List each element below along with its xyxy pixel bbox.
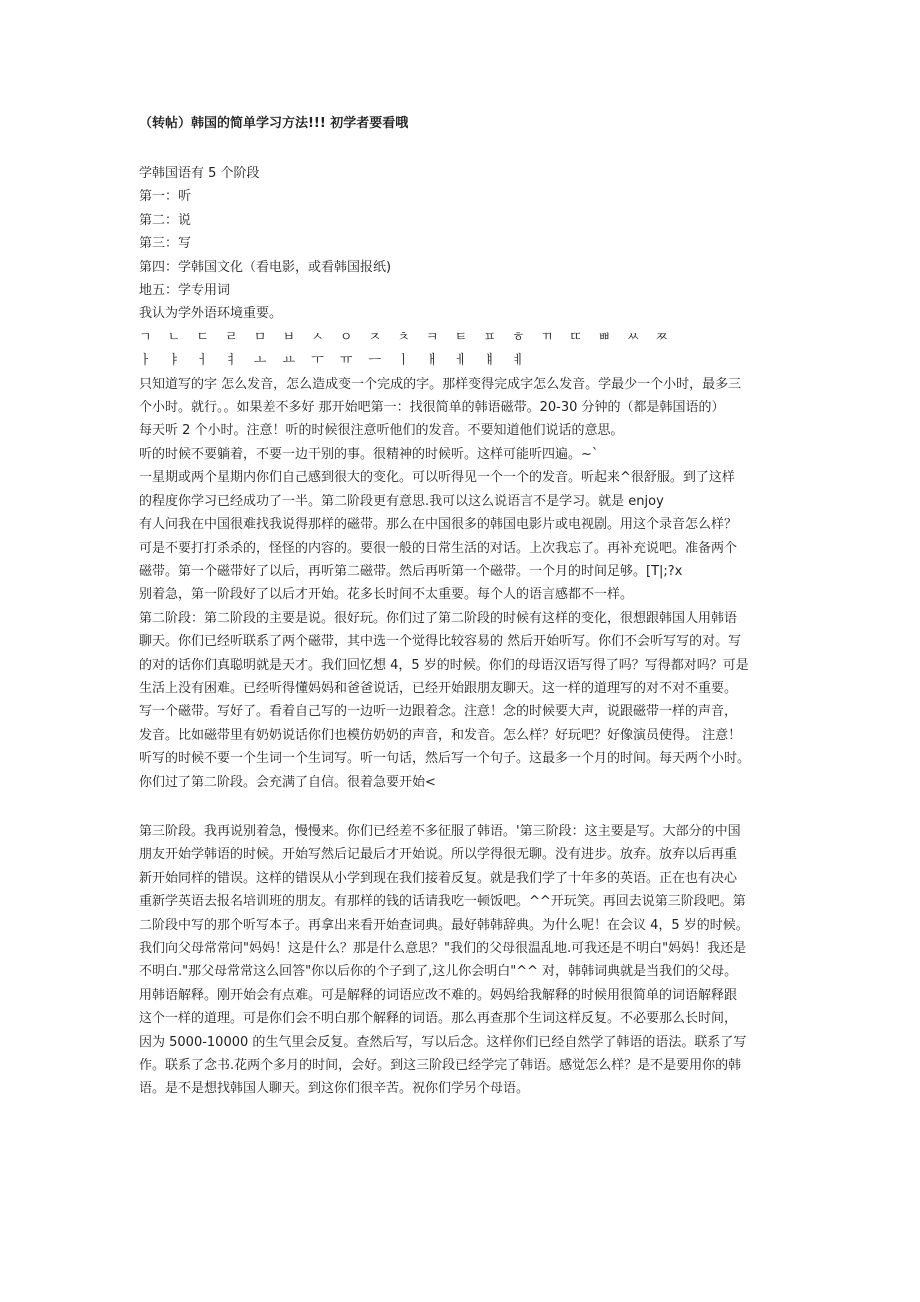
post-title: （转帖）韩国的简单学习方法!!! 初学者要看哦 <box>139 116 409 131</box>
paragraph-line: 的程度你学习已经成功了一半。第二阶段更有意思.我可以这么说语言不是学习。就是 enjoy <box>139 493 664 509</box>
intro-line: 学韩国语有 5 个阶段 <box>139 166 260 181</box>
intro-line: 第一：听 <box>139 189 192 205</box>
paragraph-line: 二阶段中写的那个听写本子。再拿出来看开始查词典。最好韩韩辞典。为什么呢！在会议 4，5 岁的时候。 <box>139 917 749 933</box>
paragraph-line: 重新学英语去报名培训班的朋友。有那样的钱的话请我吃一顿饭吧。^^开玩笑。再回去说第三阶段吧。第 <box>139 894 746 910</box>
stage-two-section <box>139 607 789 794</box>
paragraph-line: 的对的话你们真聪明就是天才。我们回忆想 4，5 岁的时候。你们的母语汉语写得了吗？写得都对吗？可是 <box>139 657 749 673</box>
paragraph-line: 第三阶段。我再说别着急，慢慢来。你们已经差不多征服了韩语。'第三阶段：这主要是写。大部分的中国 <box>139 823 741 839</box>
stage-three-section <box>139 820 789 1101</box>
paragraph-line: 朋友开始学韩语的时候。开始写然后记最后才开始说。所以学得很无聊。没有进步。放弃。放弃以后再重 <box>139 847 738 863</box>
paragraph-line: 语。是不是想找韩国人聊天。到这你们很辛苦。祝你们学另个母语。 <box>139 1081 530 1097</box>
paragraph-line: 有人问我在中国很难找我说得那样的磁带。那么在中国很多的韩国电影片或电视剧。用这个录音怎么样？ <box>139 517 738 533</box>
intro-line: 我认为学外语环境重要。 <box>139 306 283 322</box>
section-spacer <box>139 794 789 820</box>
paragraph-line: 听的时候不要躺着，不要一边干别的事。很精神的时候听。这样可能听四遍。~` <box>139 446 599 462</box>
paragraph-line: 这个一样的道理。可是你们会不明白那个解释的词语。那么再查那个生词这样反复。不必要那么长时间， <box>139 1011 738 1027</box>
intro-line: 第二：说 <box>139 212 192 228</box>
document-body <box>139 114 789 1101</box>
intro-line: 第四：学韩国文化（看电影，或看韩国报纸) <box>139 259 392 275</box>
paragraph-line: 第二阶段：第二阶段的主要是说。很好玩。你们过了第二阶段的时候有这样的变化，很想跟韩国人用韩语 <box>139 610 738 626</box>
hangul-consonants: ㄱ ㄴ ㄷ ㄹ ㅁ ㅂ ㅅ ㅇ ㅈ ㅊ ㅋ ㅌ ㅍ ㅎ ㄲ ㄸ ㅃ ㅆ ㅉ <box>139 329 674 345</box>
paragraph-line: 个小时。就行。。如果差不多好 那开始吧第一：找很简单的韩语磁带。20-30 分钟的（都是韩国语的） <box>139 400 725 416</box>
stage-one-section <box>139 373 789 607</box>
paragraph-line: 写一个磁带。写好了。看着自己写的一边听一边跟着念。注意！念的时候要大声，说跟磁带一样的声音， <box>139 704 738 720</box>
paragraph-line: 一星期或两个星期内你们自己感到很大的变化。可以听得见一个一个的发音。听起来^很舒服。到了这样 <box>139 470 735 486</box>
paragraph-line: 别着急，第一阶段好了以后才开始。花多长时间不太重要。每个人的语言感都不一样。 <box>139 587 634 603</box>
paragraph-line: 生活上没有困难。已经听得懂妈妈和爸爸说话，已经开始跟朋友聊天。这一样的道理写的对不对不重要。 <box>139 680 738 696</box>
paragraph-line: 作。联系了念书.花两个多月的时间，会好。到这三阶段已经学完了韩语。感觉怎么样？是不是要用你的韩 <box>139 1058 742 1074</box>
paragraph-line: 我们向父母常常问"妈妈！这是什么？那是什么意思？"我们的父母很温乱地.可我还是不明白"妈妈！我还是 <box>139 941 747 956</box>
paragraph-line: 发音。比如磁带里有奶奶说话你们也模仿奶奶的声音，和发音。怎么样？好玩吧？好像演员使得。 注意！ <box>139 727 742 743</box>
paragraph-line: 不明白."那父母常常这么回答"你以后你的个子到了,这儿你会明白"^^ 对，韩韩词典就是当我们的父母。 <box>139 964 738 980</box>
paragraph-line: 用韩语解释。刚开始会有点难。可是解释的词语应改不难的。妈妈给我解释的时候用很简单的词语解释跟 <box>139 987 738 1003</box>
intro-section <box>139 162 789 373</box>
paragraph-line: 可是不要打打杀杀的，怪怪的内容的。要很一般的日常生活的对话。上次我忘了。再补充说吧。准备两个 <box>139 540 738 556</box>
paragraph-line: 聊天。你们已经听联系了两个磁带，其中选一个觉得比较容易的 然后开始听写。你们不会听写写的对。写 <box>139 634 742 650</box>
intro-line: 第三：写 <box>139 236 192 252</box>
intro-line: 地五：学专用词 <box>139 283 231 299</box>
paragraph-line: 新开始同样的错误。这样的错误从小学到现在我们接着反复。就是我们学了十年多的英语。正在也有决心 <box>139 870 738 886</box>
paragraph-line: 磁带。第一个磁带好了以后，再听第二磁带。然后再听第一个磁带。一个月的时间足够。[T|;?x <box>139 563 683 579</box>
hangul-vowels: ㅏ ㅑ ㅓ ㅕ ㅗ ㅛ ㅜ ㅠ ㅡ ㅣ ㅐ ㅔ ㅒ ㅖ <box>139 353 531 369</box>
paragraph-line: 只知道写的字 怎么发音，怎么造成变一个完成的字。那样变得完成字怎么发音。学最少一个小时，最多三 <box>139 376 742 392</box>
paragraph-line: 因为 5000-10000 的生气里会反复。查然后写，写以后念。这样你们已经自然学了韩语的语法。联系了写 <box>139 1034 747 1050</box>
paragraph-line: 听写的时候不要一个生词一个生词写。听一句话，然后写一个句子。这最多一个月的时间。每天两个小时。 <box>139 751 751 767</box>
paragraph-line: 你们过了第二阶段。会充满了自信。很着急要开始< <box>139 774 436 790</box>
paragraph-line: 每天听 2 个小时。注意！听的时候很注意听他们的发音。不要知道他们说话的意思。 <box>139 423 624 439</box>
